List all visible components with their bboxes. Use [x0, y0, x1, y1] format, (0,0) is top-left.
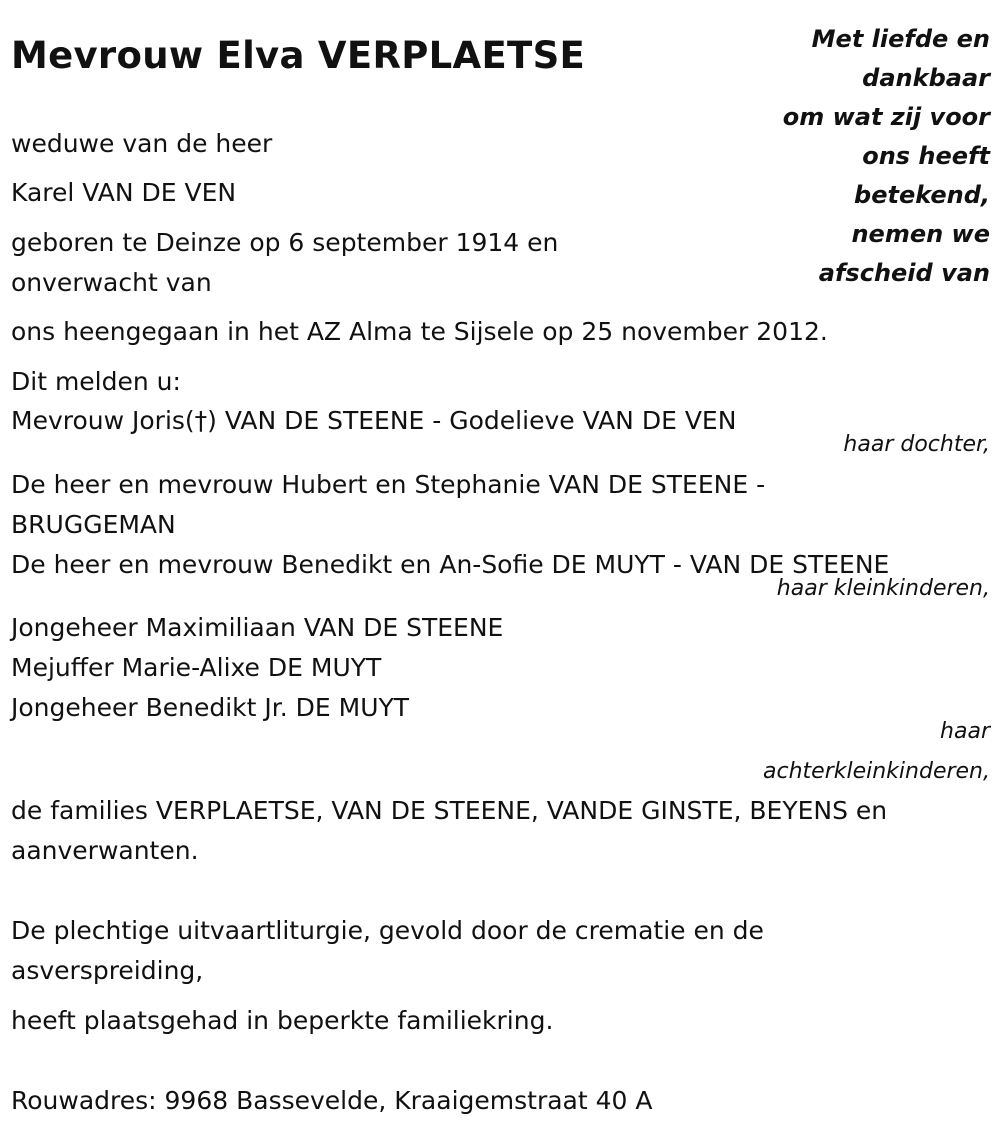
great-grandchildren-relation-2: achterkleinkinderen,	[763, 759, 990, 784]
great-grandchildren-relation-1: haar	[940, 719, 990, 744]
grandchildren-relation: haar kleinkinderen,	[776, 576, 990, 601]
widow-line: weduwe van de heer	[11, 129, 273, 158]
page-title: Mevrouw Elva VERPLAETSE	[11, 34, 586, 77]
side-note-line-5: betekend,	[854, 181, 990, 209]
side-note-line-3: om wat zij voor	[782, 103, 990, 131]
grandchildren-line-3: De heer en mevrouw Benedikt en An-Sofie DE MUYT - VAN DE STEENE	[11, 550, 890, 579]
daughter-name: Mevrouw Joris(†) VAN DE STEENE - Godelieve VAN DE VEN	[11, 406, 737, 435]
born-line-2: onverwacht van	[11, 268, 212, 297]
ceremony-line-3: heeft plaatsgehad in beperkte familiekring.	[11, 1006, 554, 1035]
ceremony-line-2: asverspreiding,	[11, 956, 204, 985]
mourning-address: Rouwadres: 9968 Bassevelde, Kraaigemstraat 40 A	[11, 1086, 653, 1115]
died-line: ons heengegaan in het AZ Alma te Sijsele op 25 november 2012.	[11, 317, 828, 346]
daughter-relation: haar dochter,	[843, 432, 990, 457]
great-grandchild-1: Jongeheer Maximiliaan VAN DE STEENE	[11, 613, 504, 642]
side-note-line-6: nemen we	[851, 220, 990, 248]
grandchildren-line-1: De heer en mevrouw Hubert en Stephanie VAN DE STEENE -	[11, 470, 766, 499]
side-note-line-2: dankbaar	[862, 64, 990, 92]
great-grandchild-2: Mejuffer Marie-Alixe DE MUYT	[11, 653, 382, 682]
announcers-intro: Dit melden u:	[11, 367, 181, 396]
side-note-line-7: afscheid van	[818, 259, 990, 287]
grandchildren-line-2: BRUGGEMAN	[11, 510, 176, 539]
side-note-line-4: ons heeft	[862, 142, 990, 170]
side-note-line-1: Met liefde en	[811, 25, 990, 53]
families-line-1: de families VERPLAETSE, VAN DE STEENE, VANDE GINSTE, BEYENS en	[11, 796, 888, 825]
ceremony-line-1: De plechtige uitvaartliturgie, gevold door de crematie en de	[11, 916, 764, 945]
born-line-1: geboren te Deinze op 6 september 1914 en	[11, 228, 559, 257]
great-grandchild-3: Jongeheer Benedikt Jr. DE MUYT	[11, 693, 410, 722]
families-line-2: aanverwanten.	[11, 836, 199, 865]
husband-name: Karel VAN DE VEN	[11, 178, 237, 207]
